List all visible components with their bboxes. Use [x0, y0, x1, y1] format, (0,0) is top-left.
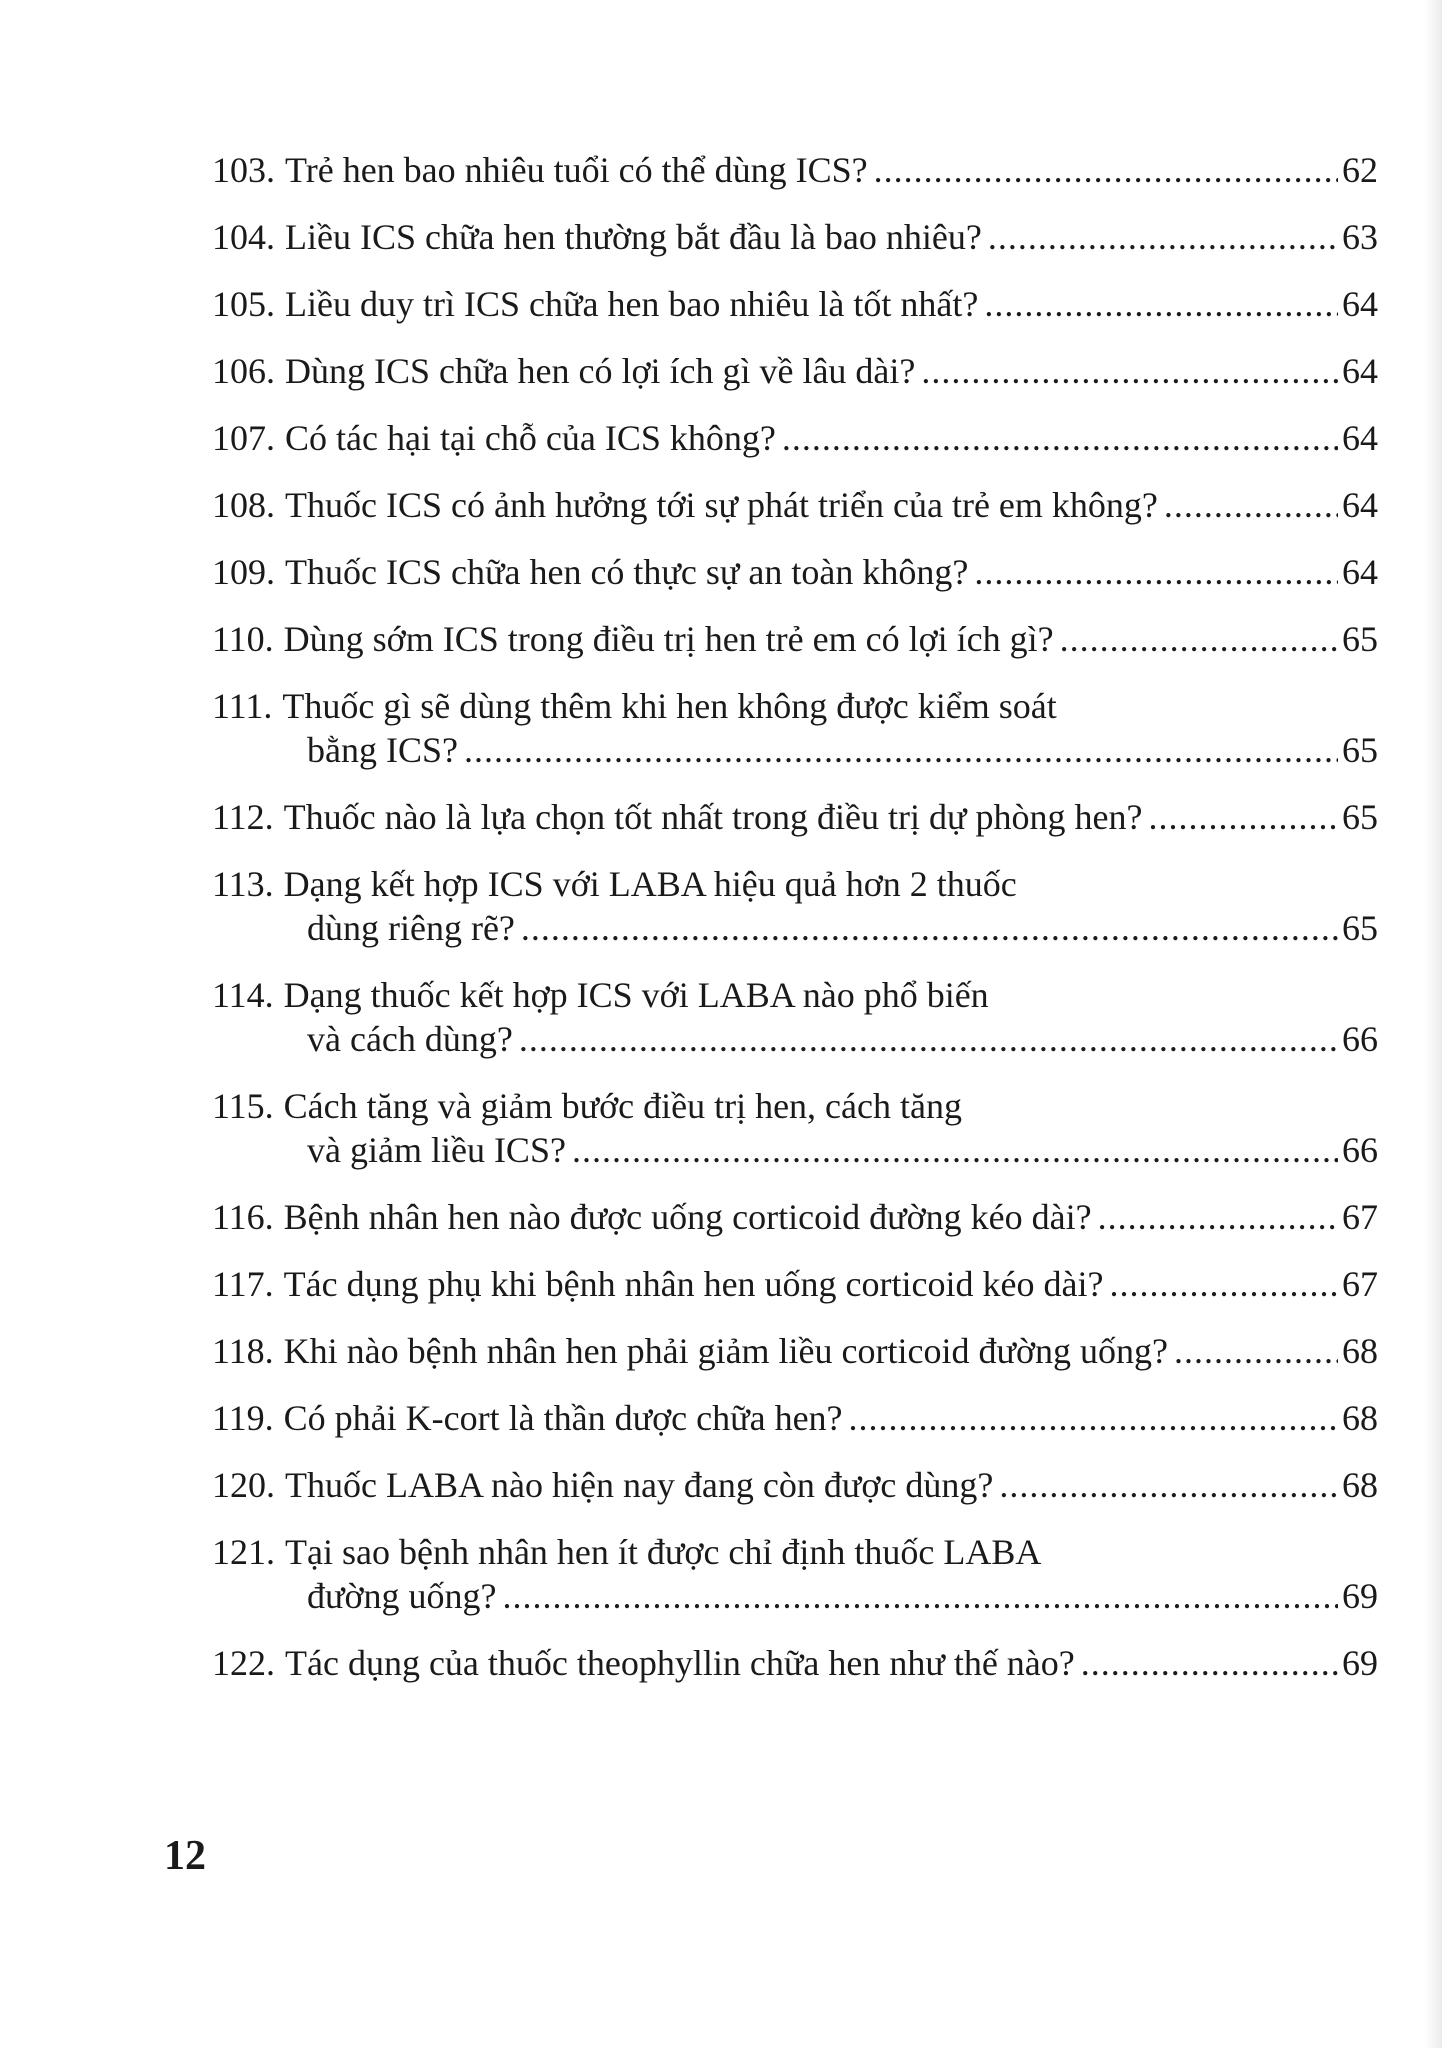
toc-entry-title: Thuốc nào là lựa chọn tốt nhất trong điều trị dự phòng hen?	[283, 797, 1143, 837]
toc-entry-number: 112.	[212, 797, 274, 837]
toc-entry-number: 105.	[212, 284, 275, 324]
toc-entry-number: 114.	[212, 975, 274, 1015]
toc-entry-page: 66	[1342, 1019, 1378, 1059]
toc-entry	[212, 1262, 1378, 1306]
toc-entry-page: 63	[1342, 217, 1378, 257]
toc-entry-line	[212, 1530, 1378, 1574]
toc-entry-line	[212, 684, 1378, 728]
toc-entry-line	[212, 1262, 1378, 1306]
toc-leader-dots	[988, 215, 1338, 259]
toc-leader-dots	[849, 1396, 1338, 1440]
toc-entry-number: 103.	[212, 150, 275, 190]
toc-entry-title: Dạng kết hợp ICS với LABA hiệu quả hơn 2 thuốc	[283, 864, 1017, 904]
toc-entry-line	[212, 1195, 1378, 1239]
toc-entry-number: 107.	[212, 418, 275, 458]
toc-entry	[212, 550, 1378, 594]
page-edge-shadow	[1424, 0, 1442, 2048]
toc-entry	[212, 617, 1378, 661]
toc-entry	[212, 684, 1378, 772]
toc-entry	[212, 282, 1378, 326]
toc-entry-title: và giảm liều ICS?	[307, 1130, 566, 1170]
toc-entry-title: Dùng sớm ICS trong điều trị hen trẻ em có lợi ích gì?	[283, 619, 1054, 659]
toc-leader-dots	[1149, 795, 1339, 839]
toc-entry-page: 69	[1342, 1576, 1378, 1616]
toc-entry-line	[212, 1017, 1378, 1061]
toc-entry-number: 111.	[212, 686, 273, 726]
toc-entry	[212, 416, 1378, 460]
toc-entry-title: đường uống?	[307, 1576, 497, 1616]
toc-entry-number: 120.	[212, 1465, 275, 1505]
toc-entry	[212, 862, 1378, 950]
toc-leader-dots	[1174, 1329, 1338, 1373]
toc-entry	[212, 795, 1378, 839]
toc-leader-dots	[1109, 1262, 1338, 1306]
toc-entry-line	[212, 1463, 1378, 1507]
toc-entry-title: Liều ICS chữa hen thường bắt đầu là bao nhiêu?	[285, 217, 982, 257]
toc-leader-dots	[572, 1128, 1338, 1172]
toc-entry-number: 121.	[212, 1532, 275, 1572]
toc-entry-page: 64	[1342, 552, 1378, 592]
toc-entry-title: Trẻ hen bao nhiêu tuổi có thể dùng ICS?	[285, 150, 868, 190]
toc-leader-dots	[519, 1017, 1338, 1061]
toc-entry-title: Bệnh nhân hen nào được uống corticoid đường kéo dài?	[283, 1197, 1092, 1237]
toc-entry-title: Dạng thuốc kết hợp ICS với LABA nào phổ biến	[283, 975, 989, 1015]
toc-entry-title: Thuốc LABA nào hiện nay đang còn được dùng?	[285, 1465, 994, 1505]
toc-entry-number: 106.	[212, 351, 275, 391]
toc-entry-line	[212, 1396, 1378, 1440]
toc-entry	[212, 215, 1378, 259]
toc-entry-number: 118.	[212, 1331, 274, 1371]
toc-entry	[212, 1530, 1378, 1618]
toc-entry-line	[212, 349, 1378, 393]
toc-entry-title: Cách tăng và giảm bước điều trị hen, cách tăng	[283, 1086, 962, 1126]
toc-entry-line	[212, 973, 1378, 1017]
toc-entry-title: Dùng ICS chữa hen có lợi ích gì về lâu dài?	[285, 351, 916, 391]
toc-entry	[212, 1195, 1378, 1239]
toc-entry-line	[212, 282, 1378, 326]
toc-entry	[212, 1463, 1378, 1507]
toc-leader-dots	[974, 550, 1338, 594]
toc-entry-page: 66	[1342, 1130, 1378, 1170]
toc-entry-page: 64	[1342, 418, 1378, 458]
toc-entry-line	[212, 906, 1378, 950]
toc-entry-page: 67	[1342, 1264, 1378, 1304]
toc-entry-page: 64	[1342, 351, 1378, 391]
toc-entry-page: 67	[1342, 1197, 1378, 1237]
toc-leader-dots	[782, 416, 1338, 460]
toc-entry-page: 68	[1342, 1465, 1378, 1505]
toc-entry-line	[212, 617, 1378, 661]
toc-entry-page: 65	[1342, 797, 1378, 837]
toc-entry-line	[212, 416, 1378, 460]
toc-leader-dots	[1164, 483, 1338, 527]
toc-entry-page: 68	[1342, 1398, 1378, 1438]
toc-entry-title: Tại sao bệnh nhân hen ít được chỉ định thuốc LABA	[285, 1532, 1042, 1572]
toc-entry-page: 64	[1342, 284, 1378, 324]
toc-entry-number: 108.	[212, 485, 275, 525]
toc-entry-title: Tác dụng của thuốc theophyllin chữa hen như thế nào?	[285, 1643, 1075, 1683]
toc-entry-number: 122.	[212, 1643, 275, 1683]
toc-entry-number: 115.	[212, 1086, 274, 1126]
toc-entry-page: 65	[1342, 730, 1378, 770]
toc-entry-number: 116.	[212, 1197, 274, 1237]
toc-entry-number: 110.	[212, 619, 274, 659]
toc-entry-line	[212, 728, 1378, 772]
toc-entry-page: 65	[1342, 908, 1378, 948]
toc-entry-line	[212, 483, 1378, 527]
toc-entry-page: 69	[1342, 1643, 1378, 1683]
toc-leader-dots	[984, 282, 1338, 326]
table-of-contents	[212, 148, 1378, 1708]
toc-entry	[212, 1641, 1378, 1685]
toc-entry-line	[212, 215, 1378, 259]
toc-leader-dots	[503, 1574, 1338, 1618]
toc-entry-line	[212, 550, 1378, 594]
toc-entry-title: Thuốc ICS chữa hen có thực sự an toàn không?	[285, 552, 969, 592]
toc-entry	[212, 349, 1378, 393]
toc-entry	[212, 1396, 1378, 1440]
toc-entry-number: 109.	[212, 552, 275, 592]
toc-entry-number: 104.	[212, 217, 275, 257]
toc-entry-title: dùng riêng rẽ?	[307, 908, 515, 948]
toc-entry-title: Tác dụng phụ khi bệnh nhân hen uống corticoid kéo dài?	[283, 1264, 1104, 1304]
toc-leader-dots	[999, 1463, 1338, 1507]
toc-entry-number: 119.	[212, 1398, 274, 1438]
toc-entry-number: 113.	[212, 864, 274, 904]
toc-entry-page: 62	[1342, 150, 1378, 190]
toc-entry-page: 64	[1342, 485, 1378, 525]
page-number: 12	[164, 1833, 206, 1879]
toc-entry-title: Có tác hại tại chỗ của ICS không?	[285, 418, 776, 458]
toc-entry-line	[212, 1128, 1378, 1172]
toc-entry	[212, 148, 1378, 192]
toc-leader-dots	[1081, 1641, 1338, 1685]
toc-entry-title: Thuốc ICS có ảnh hưởng tới sự phát triển của trẻ em không?	[285, 485, 1158, 525]
toc-entry-line	[212, 1084, 1378, 1128]
toc-entry-title: Có phải K-cort là thần dược chữa hen?	[283, 1398, 843, 1438]
toc-entry-title: và cách dùng?	[307, 1019, 513, 1059]
toc-entry-line	[212, 1329, 1378, 1373]
toc-leader-dots	[1060, 617, 1338, 661]
toc-entry-title: bằng ICS?	[307, 730, 458, 770]
toc-entry-page: 65	[1342, 619, 1378, 659]
toc-entry-line	[212, 862, 1378, 906]
toc-leader-dots	[1098, 1195, 1338, 1239]
toc-entry-title: Thuốc gì sẽ dùng thêm khi hen không được kiểm soát	[282, 686, 1057, 726]
toc-entry	[212, 1084, 1378, 1172]
toc-entry-line	[212, 148, 1378, 192]
toc-entry-title: Khi nào bệnh nhân hen phải giảm liều corticoid đường uống?	[283, 1331, 1169, 1371]
toc-entry-page: 68	[1342, 1331, 1378, 1371]
toc-entry-title: Liều duy trì ICS chữa hen bao nhiêu là tốt nhất?	[285, 284, 979, 324]
toc-entry	[212, 973, 1378, 1061]
toc-leader-dots	[521, 906, 1338, 950]
toc-entry	[212, 1329, 1378, 1373]
toc-entry-line	[212, 1574, 1378, 1618]
toc-entry-number: 117.	[212, 1264, 274, 1304]
toc-leader-dots	[921, 349, 1338, 393]
toc-entry-line	[212, 795, 1378, 839]
toc-entry	[212, 483, 1378, 527]
toc-entry-line	[212, 1641, 1378, 1685]
toc-leader-dots	[464, 728, 1338, 772]
toc-leader-dots	[874, 148, 1338, 192]
